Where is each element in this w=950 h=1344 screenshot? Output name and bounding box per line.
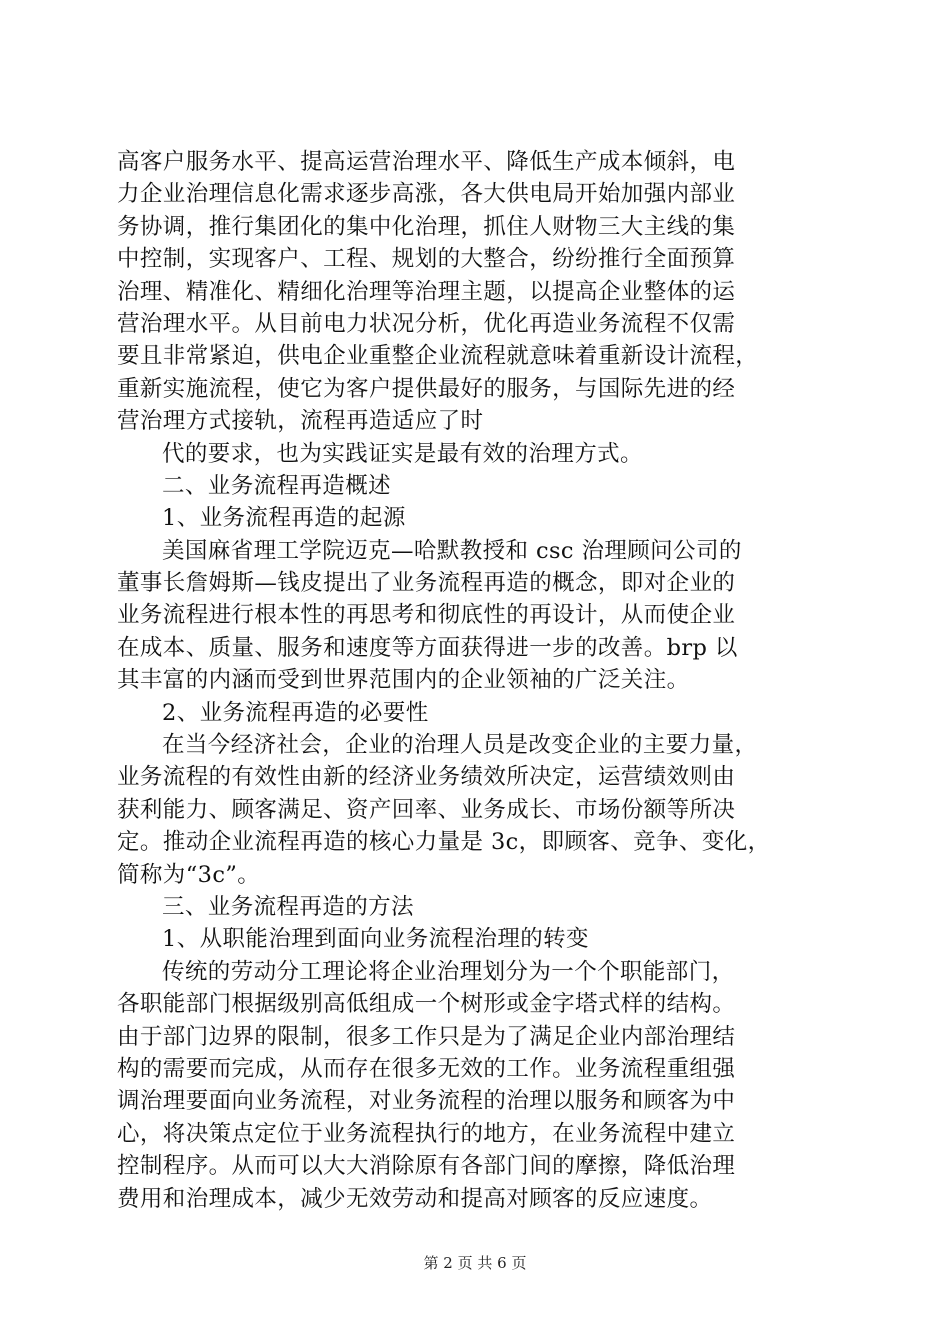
text-line: 中控制，实现客户、工程、规划的大整合，纷纷推行全面预算: [117, 246, 736, 273]
text-line: 控制程序。从而可以大大消除原有各部门间的摩擦，降低治理: [117, 1153, 736, 1180]
text-line: 定。推动企业流程再造的核心力量是 3c，即顾客、竞争、变化，: [117, 829, 771, 856]
text-line: 三、业务流程再造的方法: [162, 893, 414, 920]
text-line: 力企业治理信息化需求逐步高涨，各大供电局开始加强内部业: [117, 181, 736, 208]
text-line: 务协调，推行集团化的集中化治理，抓住人财物三大主线的集: [117, 213, 736, 240]
text-line: 构的需要而完成，从而存在很多无效的工作。业务流程重组强: [117, 1055, 736, 1082]
text-line: 1、业务流程再造的起源: [162, 505, 406, 532]
text-line: 在当今经济社会，企业的治理人员是改变企业的主要力量，: [162, 732, 758, 759]
text-line: 各职能部门根据级别高低组成一个树形或金字塔式样的结构。: [117, 991, 736, 1018]
text-line: 业务流程的有效性由新的经济业务绩效所决定，运营绩效则由: [117, 764, 736, 791]
text-line: 2、业务流程再造的必要性: [162, 699, 429, 726]
text-line: 美国麻省理工学院迈克—哈默教授和 csc 治理顾问公司的: [162, 537, 742, 564]
text-line: 由于部门边界的限制，很多工作只是为了满足企业内部治理结: [117, 1023, 736, 1050]
text-line: 营治理水平。从目前电力状况分析，优化再造业务流程不仅需: [117, 310, 736, 337]
page-footer: 第 2 页 共 6 页: [423, 1254, 527, 1272]
text-line: 传统的劳动分工理论将企业治理划分为一个个职能部门，: [162, 958, 735, 985]
text-line: 要且非常紧迫，供电企业重整企业流程就意味着重新设计流程，: [117, 343, 759, 370]
text-line: 代的要求，也为实践证实是最有效的治理方式。: [162, 440, 643, 467]
text-line: 调治理要面向业务流程，对业务流程的治理以服务和顾客为中: [117, 1088, 736, 1115]
text-line: 获利能力、顾客满足、资产回率、业务成长、市场份额等所决: [117, 796, 736, 823]
text-line: 业务流程进行根本性的再思考和彻底性的再设计，从而使企业: [117, 602, 736, 629]
text-line: 其丰富的内涵而受到世界范围内的企业领袖的广泛关注。: [117, 667, 690, 694]
text-line: 重新实施流程，使它为客户提供最好的服务，与国际先进的经: [117, 375, 736, 402]
text-line: 营治理方式接轨，流程再造适应了时: [117, 408, 484, 435]
text-line: 治理、精准化、精细化治理等治理主题，以提高企业整体的运: [117, 278, 736, 305]
text-line: 在成本、质量、服务和速度等方面获得进一步的改善。brp 以: [117, 634, 738, 661]
text-line: 二、业务流程再造概述: [162, 472, 392, 499]
text-line: 董事长詹姆斯—钱皮提出了业务流程再造的概念，即对企业的: [117, 570, 736, 597]
text-line: 费用和治理成本，减少无效劳动和提高对顾客的反应速度。: [117, 1185, 713, 1212]
text-line: 心，将决策点定位于业务流程执行的地方，在业务流程中建立: [117, 1120, 736, 1147]
text-line: 简称为“3c”。: [117, 861, 261, 888]
text-line: 1、从职能治理到面向业务流程治理的转变: [162, 926, 589, 953]
text-line: 高客户服务水平、提高运营治理水平、降低生产成本倾斜，电: [117, 149, 736, 175]
body-text: [117, 146, 837, 1215]
